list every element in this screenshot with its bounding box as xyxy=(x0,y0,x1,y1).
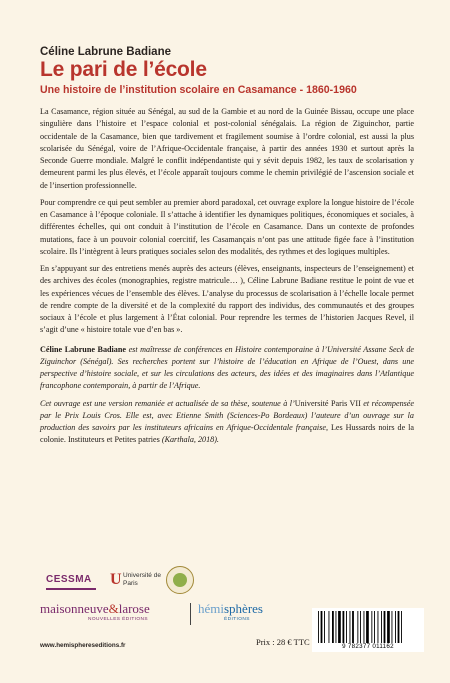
isbn-digits: 9 782377 011162 xyxy=(342,643,394,650)
author-bio xyxy=(40,344,414,393)
pub1-word-1: maisonneuve xyxy=(40,601,109,616)
barcode-bar xyxy=(374,611,375,643)
paragraph-approach: Pour comprendre ce qui peut sembler au premier abord paradoxal, cet ouvrage explore la longue histoire de l’école en Casamance à l’époque coloniale. Il s’attache à identifier les dynamiques politiques, économiques et sociales, à différentes échelles, qui ont conduit à l’institution de l’école en Casamance. Dans un contexte de profondes mutations, face à un pouvoir colonial coercitif, les Casamançais n’ont pas une attitude figée face à l’institution scolaire. Ils l’intègrent à leurs pratiques sociales selon des modalités, des rythmes et des logiques multiples. xyxy=(40,197,414,256)
bio-text: est maîtresse de conférences en Histoire contemporaine à l’Université Assane Seck de Ziguinchor (Sénégal). Ses recherches portent sur l’histoire de l’éducation en Afrique de l’Ouest, dans une perspective d’histoire sociale, et sur les circulations des acteurs, des idées et des imaginaires dans l’Atlantique francophone contemporain, à partir de l’Afrique. xyxy=(40,344,415,391)
barcode-bar xyxy=(336,611,337,643)
paragraph-context: La Casamance, région située au Sénégal, au sud de la Gambie et au nord de la Guinée Bissau, occupe une place singulière dans l’histoire et l’espace colonial et post-colonial sénégalais. La région de Ziguinchor, partie occidentale de la Casamance, bien que tardivement et fragilement soumise à l’ordre colonial, est aussi la plus scolarisée du Sénégal, voire de l’Afrique-Occidentale française, à partir des années 1930 et surtout après la Seconde Guerre mondiale. Malgré le conflit indépendantiste qui y sévit depuis 1982, les taux de scolarisation y demeurent parmi les plus élevés, et l’école apparaît toujours comme le chemin privilégié de l’ascension sociale et de l’insertion professionnelle. xyxy=(40,107,414,190)
barcode-bar xyxy=(378,611,379,643)
barcode-bar xyxy=(392,611,393,643)
isbn-barcode xyxy=(312,608,424,652)
barcode-bar xyxy=(346,611,347,643)
book-title: Le pari de l’école xyxy=(40,58,207,81)
cessma-logo-text: CESSMA xyxy=(46,574,92,585)
seal-emblem xyxy=(173,573,187,587)
barcode-bar xyxy=(371,611,372,643)
works-text-1: Cet ouvrage est une version remaniée et actualisée de sa thèse, soutenue à l’ xyxy=(40,398,295,408)
barcode-bar xyxy=(381,611,382,643)
barcode-bar xyxy=(338,611,341,643)
universite-de-paris-mark: U xyxy=(110,571,122,588)
barcode-bar xyxy=(350,611,351,643)
works-text-3: (Karthala, 2018). xyxy=(159,435,219,445)
barcode-bar xyxy=(332,611,334,643)
book-subtitle: Une histoire de l’institution scolaire en Casamance - 1860-1960 xyxy=(40,84,357,96)
works-text-2: et récompensée par le Prix Louis Cros. Elle est, avec Etienne Smith (Sciences-Po Bordeaux) l’auteure d’un ouvrage sur la production des savoirs par les instituteurs africains en Afrique-Occidentale française, xyxy=(40,398,415,432)
barcode-bar xyxy=(321,611,323,643)
price-label: Prix : 28 € TTC xyxy=(256,637,310,647)
maisonneuve-larose-tagline: NOUVELLES ÉDITIONS xyxy=(88,617,148,622)
partner-logos xyxy=(40,566,420,596)
author-name: Céline Labrune Badiane xyxy=(40,46,172,58)
barcode-bar xyxy=(324,611,325,643)
publisher-url: www.hemisphereseditions.fr xyxy=(40,642,126,649)
paragraph-method: En s’appuyant sur des entretiens menés auprès des acteurs (élèves, enseignants, inspecteurs de l’enseignement) et des archives des écoles (monographies, registre matricule… ), Céline Labrune Badiane restitue le point de vue et les expériences vécues de l’ensemble des élèves. L’analyse du processus de scolarisation à l’échelle locale permet de rendre compte de la diversité et de la complexité du rapport des individus, des communautés et des groupes sociaux à l’école et plus largement à l’État colonial. Pour reprendre les termes de l’historien Jacques Revel, il s’agit d’une « histoire totale vue d’en bas ». xyxy=(40,264,414,335)
works-university: Université Paris VII xyxy=(294,398,361,408)
hemispheres-logo xyxy=(198,601,263,617)
publisher-divider xyxy=(190,603,191,625)
barcode-bar xyxy=(395,611,396,643)
paragraph-works xyxy=(40,398,414,447)
bio-author-name: Céline Labrune Badiane xyxy=(40,344,126,354)
barcode-bar xyxy=(343,611,345,643)
barcode-bar xyxy=(398,611,400,643)
works-book-title: Les Hussards noirs de la colonie. Instituteurs et Petites patries xyxy=(40,423,414,445)
barcode-bar xyxy=(364,611,365,643)
barcode-bar xyxy=(387,611,390,643)
pub1-ampersand: & xyxy=(108,601,119,616)
barcode-bar xyxy=(366,611,369,643)
barcode-bar xyxy=(329,611,330,643)
hemispheres-tagline: ÉDITIONS xyxy=(224,617,250,622)
blurb xyxy=(40,106,414,452)
cessma-logo-bar xyxy=(46,588,96,590)
pub2-word-1: hémi xyxy=(198,601,224,616)
barcode-bar xyxy=(352,611,354,643)
maisonneuve-larose-logo xyxy=(40,601,150,617)
barcode-bar xyxy=(360,611,361,643)
pub1-word-2: larose xyxy=(118,601,150,616)
barcode-bar xyxy=(318,611,319,643)
universite-de-paris-text: Université de Paris xyxy=(123,572,161,587)
cessma-logo xyxy=(46,574,92,585)
barcode-bar xyxy=(357,611,358,643)
barcode-bar xyxy=(401,611,402,643)
university-seal-logo xyxy=(166,566,194,594)
barcode-bars xyxy=(318,611,418,643)
barcode-bar xyxy=(384,611,386,643)
pub2-word-2: sphères xyxy=(224,601,263,616)
